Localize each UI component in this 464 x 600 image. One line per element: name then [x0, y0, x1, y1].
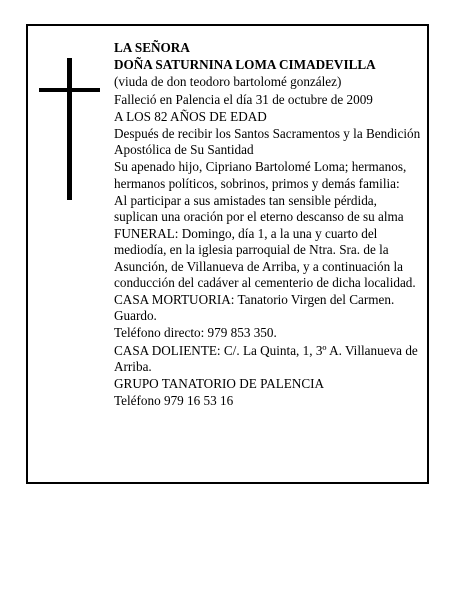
deceased-name: DOÑA SATURNINA LOMA CIMADEVILLA	[114, 57, 376, 73]
age-line: A LOS 82 AÑOS DE EDAD	[114, 108, 267, 124]
obituary-text	[114, 40, 422, 410]
death-date-line: Falleció en Palencia el día 31 de octubre de 2009	[114, 91, 373, 107]
obituary-notice	[26, 24, 429, 484]
funeral-paragraph: FUNERAL: Domingo, día 1, a la una y cuarto del mediodía, en la iglesia parroquial de Ntra. Sra. de la Asunción, de Villanueva de Arriba, y a continuación la conducción del cadáver al cementerio de dicha localidad.	[114, 226, 416, 290]
casa-mortuoria-paragraph: CASA MORTUORIA: Tanatorio Virgen del Carmen. Guardo.	[114, 292, 395, 324]
funeral-home-phone: Teléfono 979 16 53 16	[114, 393, 234, 409]
cross-horizontal-bar	[39, 88, 100, 92]
family-paragraph: Su apenado hijo, Cipriano Bartolomé Loma; hermanos, hermanos políticos, sobrinos, primos y demás familia:	[114, 159, 407, 191]
title-line: LA SEÑORA	[114, 40, 190, 55]
direct-phone-line: Teléfono directo: 979 853 350.	[114, 325, 277, 341]
funeral-home-name: GRUPO TANATORIO DE PALENCIA	[114, 376, 325, 392]
prayer-paragraph: Al participar a sus amistades tan sensible pérdida, suplican una oración por el eterno descanso de su alma	[114, 192, 404, 225]
widow-line: (viuda de don teodoro bartolomé gonzález)	[114, 74, 342, 90]
sacraments-paragraph: Después de recibir los Santos Sacramentos y la Bendición Apostólica de Su Santidad	[114, 126, 421, 158]
cross-vertical-bar	[67, 58, 72, 200]
casa-doliente-paragraph: CASA DOLIENTE: C/. La Quinta, 1, 3º A. Villanueva de Arriba.	[114, 342, 418, 374]
